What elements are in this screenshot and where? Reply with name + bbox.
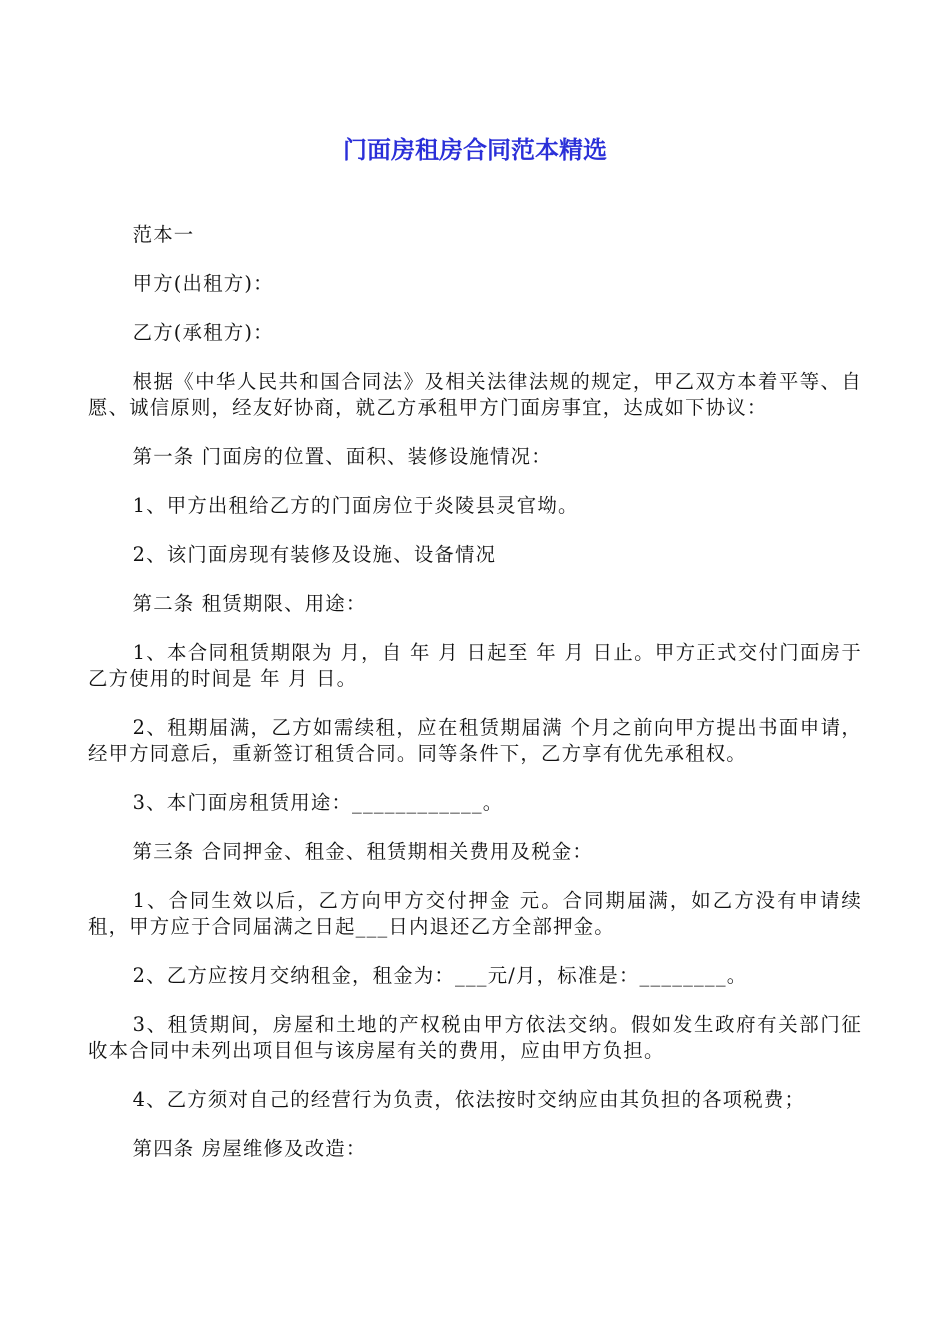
paragraph-article-3-item-4: 4、乙方须对自己的经营行为负责，依法按时交纳应由其负担的各项税费； xyxy=(132,1088,806,1111)
paragraph-party-b: 乙方(承租方)： xyxy=(132,321,274,344)
paragraph-article-3-heading: 第三条 合同押金、租金、租赁期相关费用及税金： xyxy=(132,840,593,863)
paragraph-article-2-item-2: 2、租期届满，乙方如需续租，应在租赁期届满 个月之前向甲方提出书面申请，经甲方同意后，重新签订租赁合同。同等条件下，乙方享有优先承租权。 xyxy=(88,716,862,765)
paragraph-sample-label: 范本一 xyxy=(132,223,195,246)
paragraph-article-3-item-1: 1、合同生效以后，乙方向甲方交付押金 元。合同期届满，如乙方没有申请续租，甲方应于合同届满之日起___日内退还乙方全部押金。 xyxy=(88,889,862,938)
paragraph-article-3-item-3: 3、租赁期间，房屋和土地的产权税由甲方依法交纳。假如发生政府有关部门征收本合同中未列出项目但与该房屋有关的费用，应由甲方负担。 xyxy=(88,1013,862,1062)
paragraph-preamble: 根据《中华人民共和国合同法》及相关法律法规的规定，甲乙双方本着平等、自愿、诚信原则，经友好协商，就乙方承租甲方门面房事宜，达成如下协议： xyxy=(88,370,862,419)
paragraph-article-4-heading: 第四条 房屋维修及改造： xyxy=(132,1137,367,1160)
paragraph-article-2-item-3: 3、本门面房租赁用途：____________。 xyxy=(132,791,504,814)
paragraph-article-1-item-1: 1、甲方出租给乙方的门面房位于炎陵县灵官坳。 xyxy=(132,494,579,517)
paragraph-article-3-item-2: 2、乙方应按月交纳租金，租金为：___元/月，标准是：________。 xyxy=(132,964,748,987)
paragraph-article-1-item-2: 2、该门面房现有装修及设施、设备情况 xyxy=(132,543,497,566)
paragraph-party-a: 甲方(出租方)： xyxy=(132,272,274,295)
paragraph-article-2-item-1: 1、本合同租赁期限为 月，自 年 月 日起至 年 月 日止。甲方正式交付门面房于乙方使用的时间是 年 月 日。 xyxy=(88,641,862,690)
document-title: 门面房租房合同范本精选 xyxy=(343,136,607,164)
document-body xyxy=(88,222,862,1185)
paragraph-article-1-heading: 第一条 门面房的位置、面积、装修设施情况： xyxy=(132,445,552,468)
paragraph-article-2-heading: 第二条 租赁期限、用途： xyxy=(132,592,367,615)
